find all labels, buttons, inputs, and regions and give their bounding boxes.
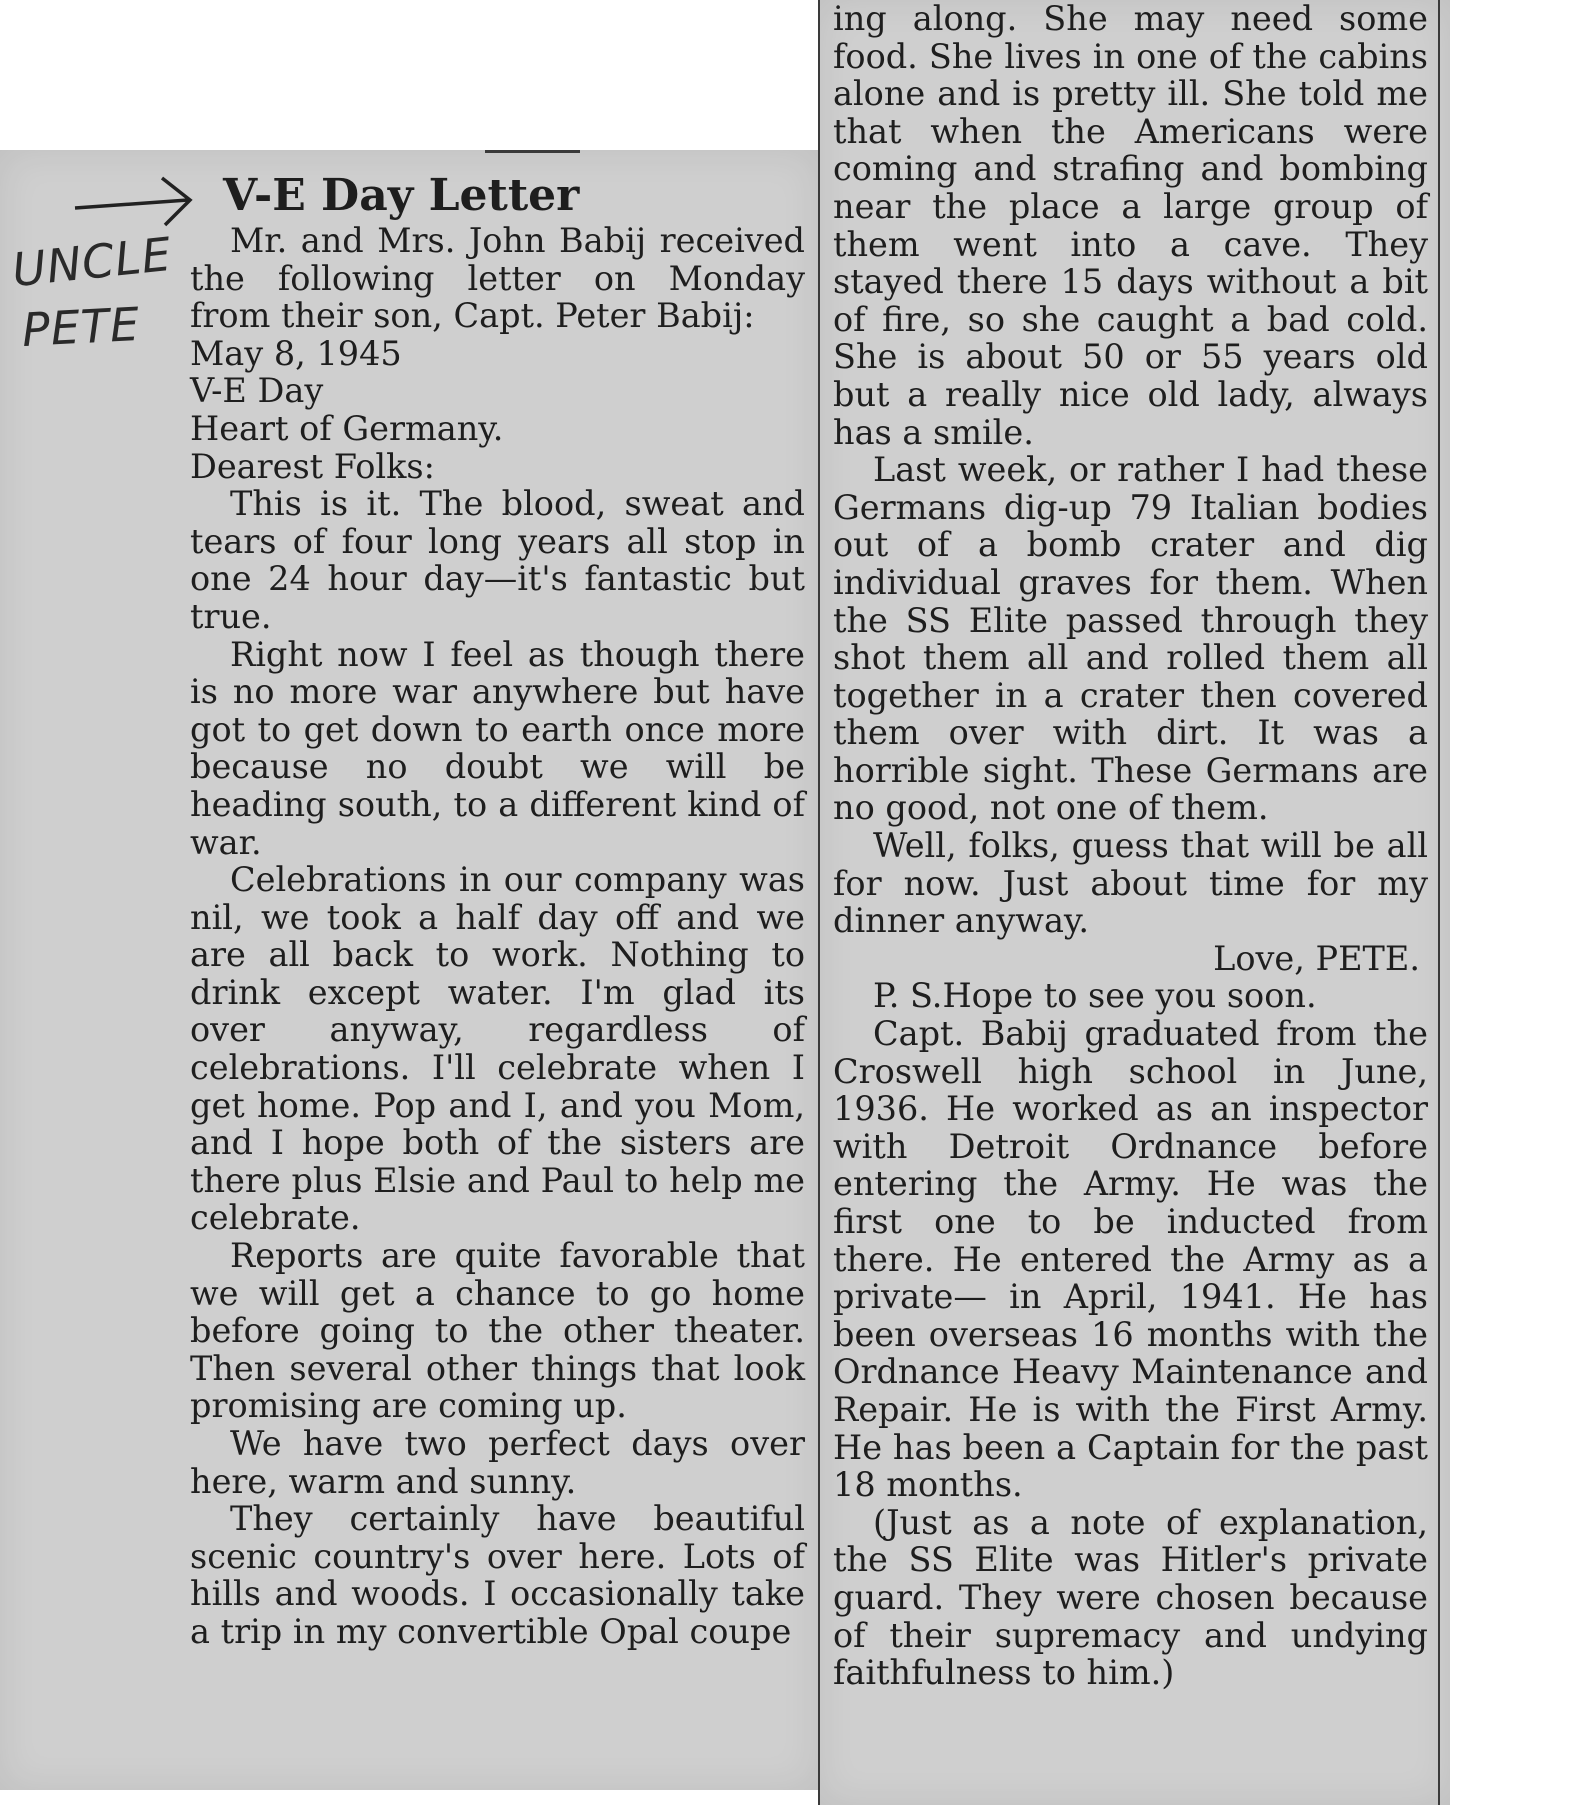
- signoff: Love, PETE.: [1213, 938, 1420, 978]
- intro-paragraph: Mr. and Mrs. John Babij received the following letter on Monday from their son, Capt. Peter Babij:: [190, 221, 805, 336]
- right-edge-rule: [1438, 0, 1440, 1805]
- bio-paragraph: Capt. Babij graduated from the Croswell high school in June, 1936. He worked as an inspector with Detroit Ordnance before entering the Army. He was the first one to be inducted from there. He entered the Army as a private— in April, 1941. He has been overseas 16 months with the Ordnance Heavy Maintenance and Repair. He is with the First Army. He has been a Captain for the past 18 months.: [833, 1014, 1428, 1505]
- letter-paragraph: Right now I feel as though there is no more war anywhere but have got to get down to earth once more because no doubt we will be heading south, to a different kind of war.: [190, 634, 805, 862]
- column-divider: [818, 0, 820, 1805]
- handwritten-note-uncle: UNCLE: [9, 226, 175, 298]
- headline: V-E Day Letter: [223, 170, 580, 221]
- letter-place: Heart of Germany.: [190, 408, 504, 448]
- letter-paragraph: Well, folks, guess that will be all for now. Just about time for my dinner anyway.: [833, 826, 1428, 941]
- letter-paragraph: This is it. The blood, sweat and tears of four long years all stop in one 24 hour day—it's fantastic but true.: [190, 484, 805, 636]
- top-rule: [485, 150, 580, 153]
- handwritten-note-pete: PETE: [20, 296, 142, 358]
- letter-paragraph: They certainly have beautiful scenic country's over here. Lots of hills and woods. I occasionally take a trip in my convertible Opal coupe: [190, 1499, 805, 1651]
- salutation: Dearest Folks:: [190, 446, 435, 486]
- letter-date: May 8, 1945: [190, 333, 402, 373]
- letter-occasion: V-E Day: [190, 371, 324, 411]
- arrow-right-icon: [70, 170, 200, 230]
- article-left-column: [190, 170, 805, 1651]
- letter-paragraph: Celebrations in our company was nil, we took a half day off and we are all back to work. Nothing to drink except water. I'm glad its over anyway, regardless of celebrations. I'll celebrate when I get home. Pop and I, and you Mom, and I hope both of the sisters are there plus Elsie and Paul to help me celebrate.: [190, 860, 805, 1238]
- postscript: P. S.Hope to see you soon.: [873, 976, 1317, 1016]
- article-right-column: [833, 0, 1428, 1692]
- bio-paragraph: (Just as a note of explanation, the SS Elite was Hitler's private guard. They were chosen because of their supremacy and undying faithfulness to him.): [833, 1502, 1428, 1693]
- letter-paragraph: Last week, or rather I had these Germans dig-up 79 Italian bodies out of a bomb crater and dig individual graves for them. When the SS Elite passed through they shot them all and rolled them all together in a crater then covered them over with dirt. It was a horrible sight. These Germans are no good, not one of them.: [833, 450, 1428, 828]
- letter-paragraph: We have two perfect days over here, warm and sunny.: [190, 1424, 805, 1501]
- letter-paragraph: Reports are quite favorable that we will get a chance to go home before going to the other theater. Then several other things that look promising are coming up.: [190, 1236, 805, 1426]
- continuation-paragraph: ing along. She may need some food. She lives in one of the cabins alone and is pretty ill. She told me that when the Americans were coming and strafing and bombing near the place a large group of them went into a cave. They stayed there 15 days without a bit of fire, so she caught a bad cold. She is about 50 or 55 years old but a really nice old lady, always has a smile.: [833, 0, 1428, 452]
